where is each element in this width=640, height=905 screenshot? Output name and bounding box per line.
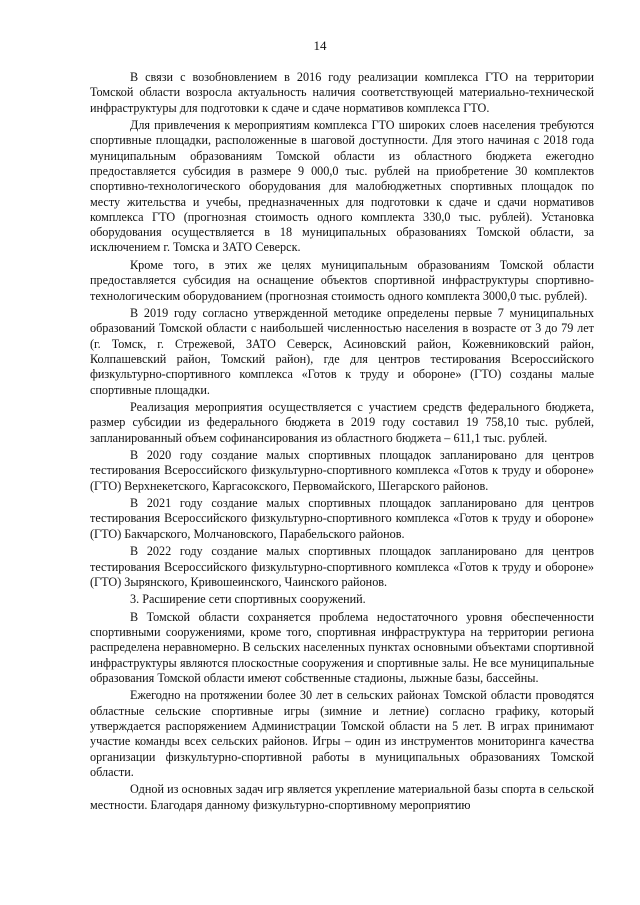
- paragraph: В 2021 году создание малых спортивных площадок запланировано для центров тестирования Всероссийского физкультурно-спортивного комплекса «Готов к труду и обороне» (ГТО) Бакчарского, Молчановского, Парабельского районов.: [90, 496, 594, 541]
- page-number: 14: [313, 38, 327, 53]
- paragraph: В Томской области сохраняется проблема недостаточного уровня обеспеченности спортивными сооружениями, кроме того, спортивная инфраструктура на территории региона распределена неравномерно. В сельских населенных пунктах основными объектами спортивной инфраструктуры являются плоскостные сооружения и спортивные залы. Не все муниципальные образования Томской области имеют собственные стадионы, лыжные базы, бассейны.: [90, 609, 594, 685]
- paragraph: В связи с возобновлением в 2016 году реализации комплекса ГТО на территории Томской области возросла актуальность наличия соответствующей материально-технической инфраструктуры для подготовки к сдаче и сдаче нормативов комплекса ГТО.: [90, 70, 594, 115]
- paragraph: Реализация мероприятия осуществляется с участием средств федерального бюджета, размер субсидии из федерального бюджета в 2019 году составил 19 758,10 тыс. рублей, запланированный объем софинансирования из областного бюджета – 611,1 тыс. рублей.: [90, 399, 594, 445]
- paragraph: Ежегодно на протяжении более 30 лет в сельских районах Томской области проводятся областные сельские спортивные игры (зимние и летние) согласно графику, который утверждается распоряжением Администрации Томской области на 5 лет. В играх принимают участие команды всех сельских районов. Игры – один из инструментов мониторинга качества организации физкультурно-спортивной работы в муниципальных образованиях Томской области.: [90, 688, 594, 779]
- paragraph: Для привлечения к мероприятиям комплекса ГТО широких слоев населения требуются спортивные площадки, расположенные в шаговой доступности. Для этого начиная с 2018 года муниципальным образованиям Томской области из областного бюджета ежегодно предоставляется субсидия в размере 9 000,0 тыс. рублей на приобретение 30 комплектов спортивно-технологического оборудования для малобюджетных спортивных площадок по месту жительства и учебы, предназначенных для подготовки к сдаче и сдачи нормативов комплекса ГТО (прогнозная стоимость одного комплекта 330,0 тыс. рублей). Установка оборудования осуществляется в 18 муниципальных образованиях Томской области, за исключением г. Томска и ЗАТО Северск.: [90, 118, 594, 255]
- paragraph: В 2020 году создание малых спортивных площадок запланировано для центров тестирования Всероссийского физкультурно-спортивного комплекса «Готов к труду и обороне» (ГТО) Верхнекетского, Каргасокского, Первомайского, Шегарского районов.: [90, 448, 594, 493]
- body-text: [90, 70, 594, 813]
- paragraph: Одной из основных задач игр является укрепление материальной базы спорта в сельской местности. Благодаря данному физкультурно-спортивному мероприятию: [90, 782, 594, 812]
- paragraph: В 2022 году создание малых спортивных площадок запланировано для центров тестирования Всероссийского физкультурно-спортивного комплекса «Готов к труду и обороне» (ГТО) Зырянского, Кривошеинского, Чаинского районов.: [90, 544, 594, 589]
- paragraph: В 2019 году согласно утвержденной методике определены первые 7 муниципальных образований Томской области с наибольшей численностью населения в возрасте от 3 до 79 лет (г. Томск, г. Стрежевой, ЗАТО Северск, Асиновский район, Кожевниковский район, Колпашевский район, Томский район), где для центров тестирования Всероссийского физкультурно-спортивного комплекса «Готов к труду и обороне» (ГТО) созданы малые спортивные площадки.: [90, 306, 594, 397]
- paragraph: Кроме того, в этих же целях муниципальным образованиям Томской области предоставляется субсидия на оснащение объектов спортивной инфраструктуры спортивно-технологическим оборудованием (прогнозная стоимость одного комплекта 3000,0 тыс. рублей).: [90, 257, 594, 303]
- section-heading: 3. Расширение сети спортивных сооружений.: [130, 592, 366, 607]
